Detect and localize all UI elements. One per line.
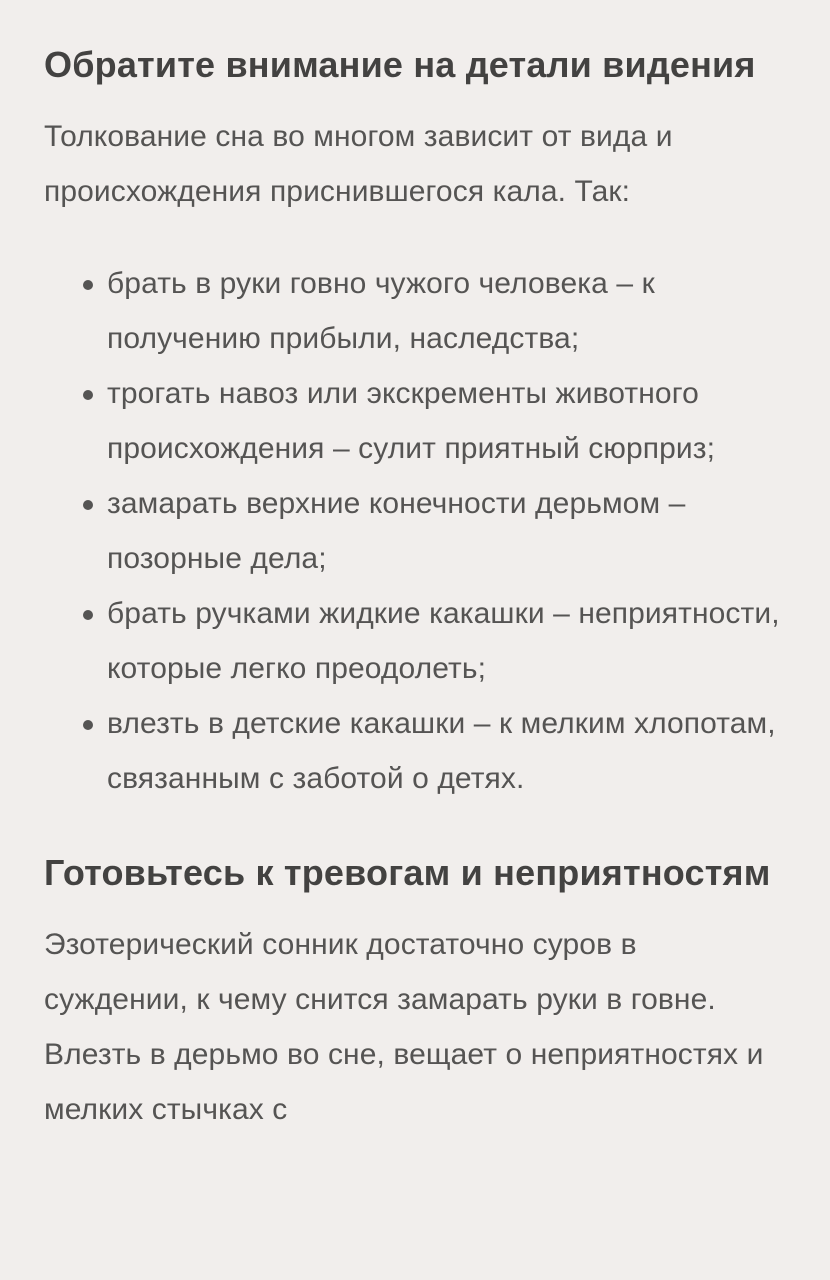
bullet-icon [83,500,93,510]
list-item [44,696,784,806]
section-heading: Готовьтесь к тревогам и неприятностям [44,852,771,893]
list-item-text: брать в руки говно чужого человека – к получению прибыли, наследства; [107,267,655,355]
list-item [44,366,784,476]
section-heading: Обратите внимание на детали видения [44,44,756,85]
list-item [44,586,784,696]
list-item-text: трогать навоз или экскременты животного происхождения – сулит приятный сюрприз; [107,377,716,465]
bullet-icon [83,720,93,730]
list-item-text: влезть в детские какашки – к мелким хлопотам, связанным с заботой о детях. [107,707,776,795]
interpretation-list [44,256,784,806]
bullet-icon [83,610,93,620]
list-item [44,476,784,586]
list-item-text: брать ручками жидкие какашки – неприятности, которые легко преодолеть; [107,597,780,685]
bullet-icon [83,280,93,290]
section-intro-text: Толкование сна во многом зависит от вида и происхождения приснившегося кала. Так: [44,120,673,208]
section-intro-text: Эзотерический сонник достаточно суров в суждении, к чему снится замарать руки в говне. Влезть в дерьмо во сне, вещает о неприятностях и мелких стычках с [44,928,764,1126]
list-item-text: замарать верхние конечности дерьмом – позорные дела; [107,487,686,575]
bullet-icon [83,390,93,400]
section-prepare-for-trouble [44,852,784,1137]
list-item [44,256,784,366]
section-details-of-vision [44,44,784,806]
